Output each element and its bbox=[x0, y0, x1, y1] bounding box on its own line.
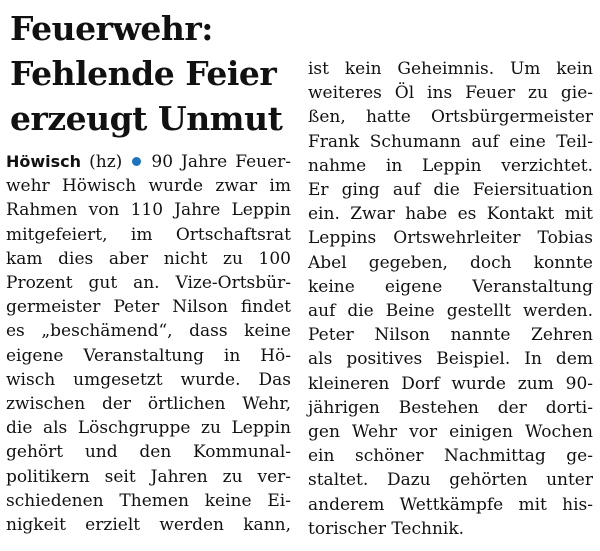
body-line: kam dies aber nicht zu 100 bbox=[6, 248, 291, 269]
headline-line: Fehlende Feier bbox=[10, 54, 277, 93]
body-line: die als Löschgruppe zu Leppin bbox=[6, 418, 291, 439]
body-text: 90 Jahre Feuer- bbox=[151, 152, 292, 172]
body-line: germeister Peter Nilson findet bbox=[6, 297, 291, 318]
body-line: Rahmen von 110 Jahre Leppin bbox=[6, 200, 291, 221]
body-line: keine eigene Veranstaltung bbox=[308, 276, 593, 297]
body-line: Er ging auf die Feiersituation bbox=[308, 180, 593, 201]
body-line: anderem Wettkämpfe mit his- bbox=[308, 494, 593, 515]
body-line: gehört und den Kommunal- bbox=[6, 442, 291, 463]
body-line: ein schöner Nachmittag ge- bbox=[308, 446, 593, 467]
body-line: Leppins Ortswehrleiter Tobias bbox=[308, 228, 593, 249]
body-line: gen Wehr vor einigen Wochen bbox=[308, 422, 593, 443]
body-line: Frank Schumann auf eine Teil- bbox=[308, 131, 593, 152]
body-line: nahme in Leppin verzichtet. bbox=[308, 155, 593, 176]
article-column-1 bbox=[6, 150, 291, 537]
bullet-icon bbox=[132, 157, 141, 166]
body-line: kleineren Dorf wurde zum 90- bbox=[308, 373, 593, 394]
body-line: mitgefeiert, im Ortschaftsrat bbox=[6, 224, 291, 245]
body-line: zwischen der örtlichen Wehr, bbox=[6, 394, 291, 415]
body-line: als positives Beispiel. In dem bbox=[308, 349, 593, 370]
article-headline bbox=[10, 6, 300, 141]
body-line: Prozent gut an. Vize-Ortsbür- bbox=[6, 273, 291, 294]
body-line: auf die Beine gestellt werden. bbox=[308, 301, 593, 322]
body-line: Peter Nilson nannte Zehren bbox=[308, 325, 593, 346]
dateline-line bbox=[6, 150, 291, 174]
body-line: wehr Höwisch wurde zwar im bbox=[6, 176, 291, 197]
body-line: nigkeit erzielt werden kann, bbox=[6, 515, 291, 536]
body-line: staltet. Dazu gehörten unter bbox=[308, 470, 593, 491]
body-line: torischer Technik. bbox=[308, 518, 465, 539]
body-line: ßen, hatte Ortsbürgermeister bbox=[308, 107, 593, 128]
body-line: Abel gegeben, doch konnte bbox=[308, 252, 593, 273]
dateline-author: (hz) bbox=[89, 152, 123, 172]
dateline-place: Höwisch bbox=[6, 152, 82, 171]
body-line: eigene Veranstaltung in Hö- bbox=[6, 345, 291, 366]
body-line: jährigen Bestehen der dorti- bbox=[308, 397, 593, 418]
body-line: politikern seit Jahren zu ver- bbox=[6, 466, 291, 487]
body-line: ist kein Geheimnis. Um kein bbox=[308, 59, 593, 79]
body-line: weiteres Öl ins Feuer zu gie- bbox=[308, 83, 593, 104]
article-column-2 bbox=[308, 57, 593, 541]
headline-line: erzeugt Unmut bbox=[10, 99, 283, 138]
body-line: ein. Zwar habe es Kontakt mit bbox=[308, 204, 593, 225]
headline-line: Feuerwehr: bbox=[10, 9, 213, 48]
body-line: es „beschämend“, dass keine bbox=[6, 321, 291, 342]
body-line: wisch umgesetzt wurde. Das bbox=[6, 369, 291, 390]
body-line: schiedenen Themen keine Ei- bbox=[6, 490, 291, 511]
